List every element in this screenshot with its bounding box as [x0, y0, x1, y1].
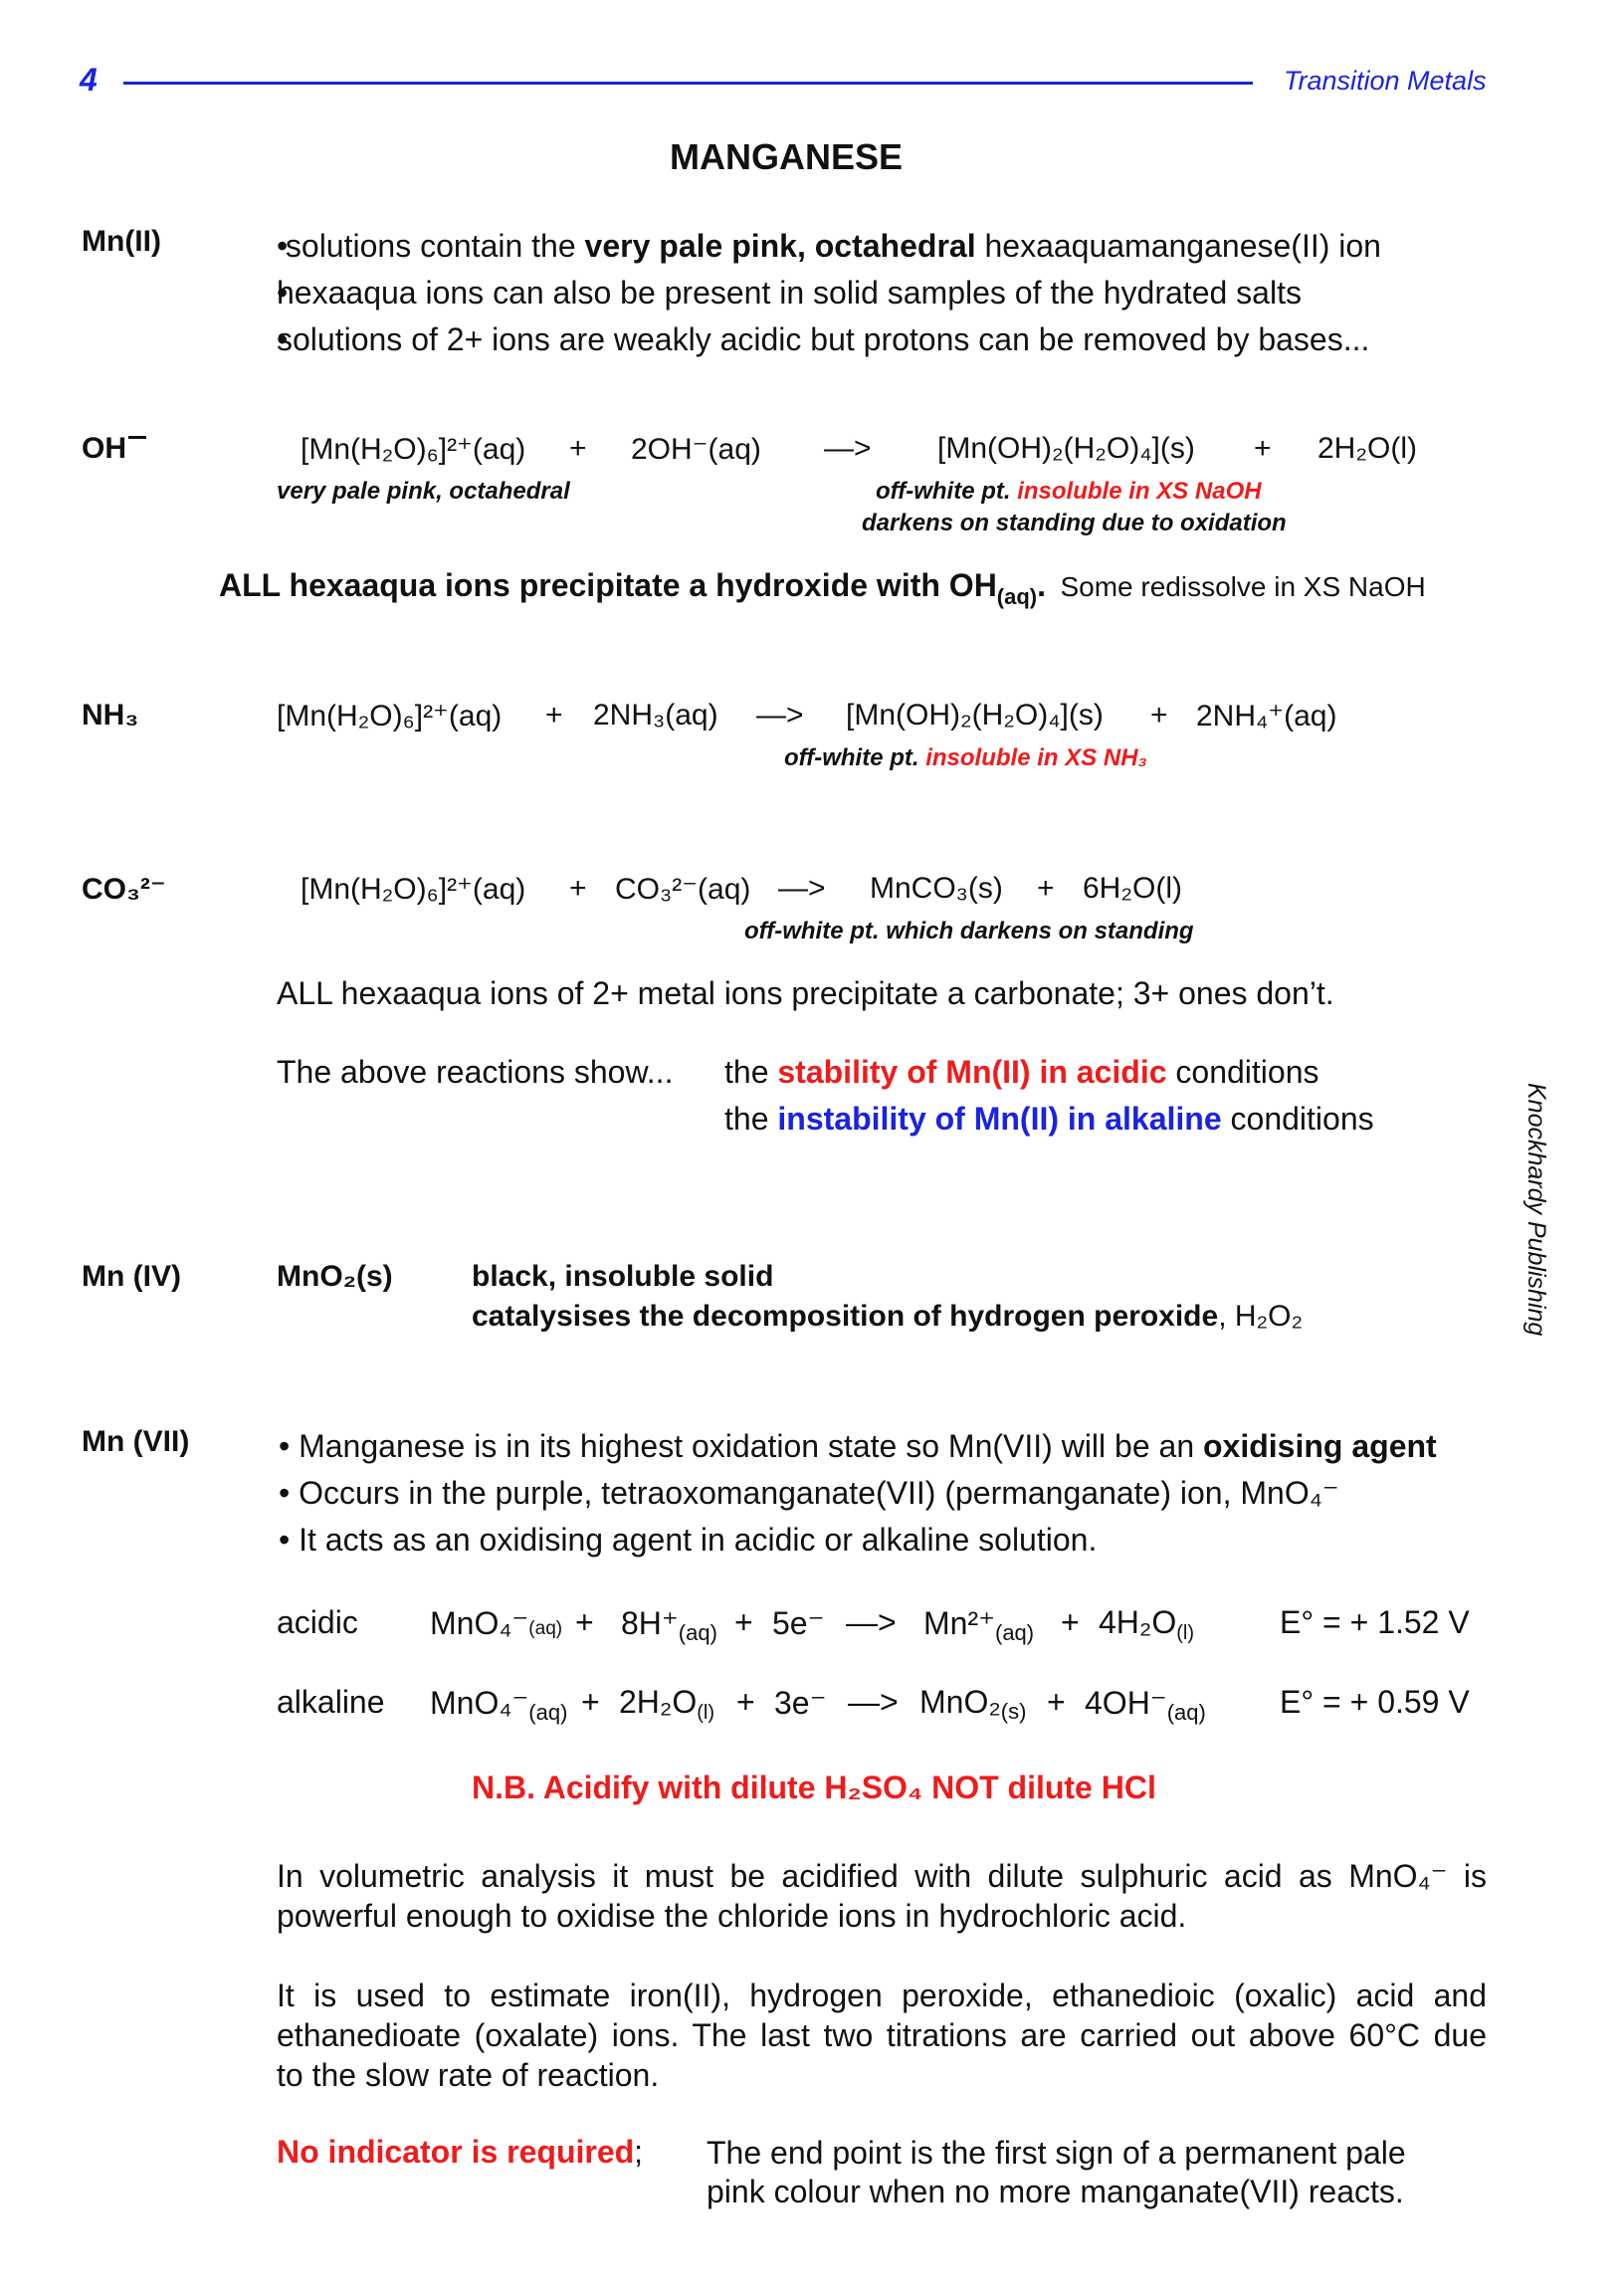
list-item: • Occurs in the purple, tetraoxomanganate(VII) (permanganate) ion, MnO₄⁻ [279, 1475, 1339, 1511]
acidic-r1: MnO₄⁻(aq) [430, 1605, 563, 1641]
mn4-formula: MnO₂(s) [277, 1260, 393, 1293]
acidic-r3: 5e⁻ [772, 1605, 825, 1641]
alkaline-p1: MnO₂(s) [919, 1684, 1027, 1724]
list-item: • Manganese is in its highest oxidation state so Mn(VII) will be an oxidising agent [279, 1428, 1437, 1464]
alkaline-r3: 3e⁻ [774, 1685, 827, 1721]
page-title: MANGANESE [669, 136, 904, 177]
section-title: Transition Metals [1284, 66, 1487, 96]
nh3-arrow: —> [756, 699, 804, 731]
oh-reactant-2: 2OH⁻(aq) [631, 433, 761, 466]
oh-label: OH [82, 432, 146, 466]
co3-note: off-white pt. which darkens on standing [744, 918, 1194, 944]
nh3-note: off-white pt. insoluble in XS NH₃ [784, 744, 1147, 771]
co3-arrow: —> [778, 872, 826, 905]
nh3-plus-1: + [545, 699, 563, 731]
alkaline-arrow: —> [848, 1684, 899, 1720]
estimate-paragraph: It is used to estimate iron(II), hydrogen peroxide, ethanedioic (oxalic) acid and ethanedioate (oxalate) ions. The last two titrations are carried out above 60°C due to the slow rate of reaction. [277, 1978, 1487, 2093]
volumetric-paragraph: In volumetric analysis it must be acidified with dilute sulphuric acid as MnO₄⁻ is powerful enough to oxidise the chloride ions in hydrochloric acid. [277, 1858, 1487, 1934]
oh-note-right: off-white pt. insoluble in XS NaOH [876, 478, 1262, 505]
nb-warning: N.B. Acidify with dilute H₂SO₄ NOT dilute HCl [472, 1770, 1156, 1805]
list-item: • hexaaqua ions can also be present in solid samples of the hydrated salts [318, 270, 1381, 316]
mn4-line-1: black, insoluble solid [472, 1260, 774, 1293]
oh-arrow: —> [824, 432, 872, 465]
list-item: • solutions contain the very pale pink, octahedral hexaaquamanganese(II) ion [318, 223, 1381, 270]
mn2-bullet-list [277, 223, 1381, 363]
oh-reactant-1: [Mn(H₂O)₆]²⁺(aq) [301, 433, 526, 466]
nh3-product-2: 2NH₄⁺(aq) [1196, 700, 1337, 732]
co3-reactant-1: [Mn(H₂O)₆]²⁺(aq) [301, 873, 526, 906]
co3-product-2: 6H₂O(l) [1083, 872, 1182, 905]
co3-plus-2: + [1037, 872, 1055, 905]
alkaline-plus-2: + [736, 1684, 755, 1720]
nh3-product-1: [Mn(OH)₂(H₂O)₄](s) [846, 699, 1104, 731]
oh-plus-2: + [1254, 432, 1272, 465]
alkaline-potential: E° = + 0.59 V [1280, 1684, 1470, 1720]
nh3-reactant-2: 2NH₃(aq) [593, 699, 718, 731]
acidic-plus-3: + [1061, 1604, 1080, 1640]
indicator-note: No indicator is required; [277, 2134, 644, 2170]
carbonate-summary: ALL hexaaqua ions of 2+ metal ions precipitate a carbonate; 3+ ones don’t. [277, 975, 1334, 1011]
mn7-bullet-list [279, 1423, 1437, 1564]
endpoint-note: The end point is the first sign of a permanent pale pink colour when no more manganate(VII) reacts. [707, 2135, 1406, 2209]
co3-label: CO₃²⁻ [82, 873, 166, 906]
oh-note-left: very pale pink, octahedral [277, 478, 570, 505]
oh-plus-1: + [569, 432, 587, 465]
oh-note-right-2: darkens on standing due to oxidation [862, 510, 1287, 536]
list-item: • It acts as an oxidising agent in acidic or alkaline solution. [279, 1522, 1098, 1558]
list-item: • solutions of 2+ ions are weakly acidic but protons can be removed by bases... [318, 316, 1381, 363]
mn4-label: Mn (IV) [82, 1260, 181, 1293]
co3-plus-1: + [569, 872, 587, 905]
co3-reactant-2: CO₃²⁻(aq) [615, 873, 751, 906]
header-rule [123, 82, 1253, 85]
alkaline-r1: MnO₄⁻(aq) [430, 1685, 568, 1725]
oh-product-1: [Mn(OH)₂(H₂O)₄](s) [937, 432, 1195, 465]
mn2-label: Mn(II) [82, 225, 161, 258]
alkaline-plus-3: + [1047, 1684, 1066, 1720]
mn7-label: Mn (VII) [82, 1425, 190, 1458]
acidic-plus-2: + [734, 1604, 753, 1640]
acidic-r2: 8H⁺(aq) [621, 1605, 717, 1645]
acidic-plus-1: + [575, 1604, 594, 1640]
alkaline-p2: 4OH⁻(aq) [1085, 1685, 1206, 1725]
above-reactions-label: The above reactions show... [277, 1054, 674, 1090]
publisher-side-text: Knockhardy Publishing [1522, 1083, 1550, 1337]
co3-product-1: MnCO₃(s) [870, 872, 1003, 905]
acidic-p2: 4H₂O(l) [1099, 1604, 1194, 1644]
oh-product-2: 2H₂O(l) [1318, 432, 1417, 465]
acidic-p1: Mn²⁺(aq) [923, 1605, 1035, 1645]
nh3-plus-2: + [1150, 699, 1168, 731]
acidic-arrow: —> [846, 1604, 897, 1640]
alkaline-r2: 2H₂O(l) [619, 1684, 714, 1724]
mn4-line-2: catalysises the decomposition of hydrogen peroxide, H₂O₂ [472, 1300, 1304, 1333]
acidic-potential: E° = + 1.52 V [1280, 1604, 1470, 1640]
acidic-label: acidic [277, 1604, 358, 1640]
stability-line: the stability of Mn(II) in acidic conditions [724, 1054, 1319, 1090]
alkaline-plus-1: + [581, 1684, 600, 1720]
nh3-reactant-1: [Mn(H₂O)₆]²⁺(aq) [277, 700, 503, 732]
nh3-label: NH₃ [82, 699, 139, 731]
instability-line: the instability of Mn(II) in alkaline conditions [724, 1101, 1374, 1137]
page-number: 4 [80, 62, 98, 98]
alkaline-label: alkaline [277, 1684, 385, 1720]
hydroxide-statement: ALL hexaaqua ions precipitate a hydroxide with OH(aq). Some redissolve in XS NaOH [219, 567, 1426, 609]
